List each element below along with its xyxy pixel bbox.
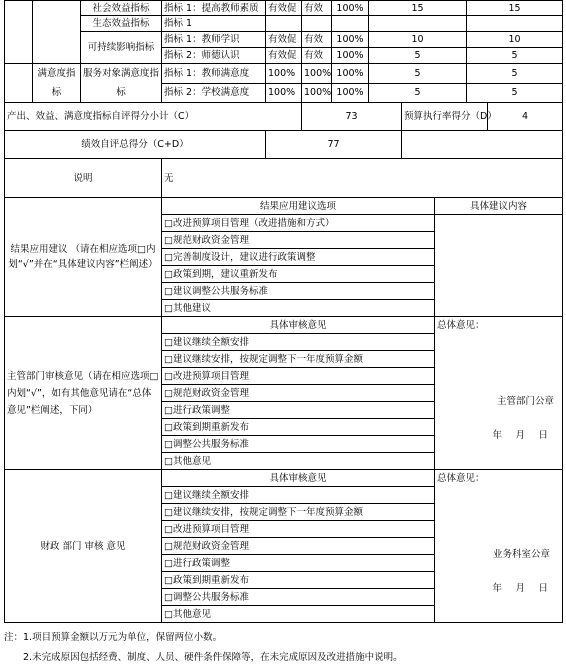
explain-value: 无 (162, 159, 563, 198)
dept-option[interactable]: □改进预算项目管理 (162, 368, 435, 385)
target-value: 100% (266, 64, 302, 84)
dept-option[interactable]: □政策到期重新发布 (162, 419, 435, 436)
finance-option[interactable]: □其他意见 (162, 606, 435, 623)
l2-indicator: 社会效益指标 (81, 1, 162, 16)
finance-header-row (5, 470, 563, 487)
footnotes (4, 628, 562, 668)
l2-indicator: 服务对象满意度指标 (81, 64, 162, 103)
result-option[interactable]: □完善制度设计，建议进行政策调整 (162, 249, 435, 266)
finance-option[interactable]: □建议继续安排，按规定调整下一年度预算金额 (162, 504, 435, 521)
actual-value: 有效 (302, 48, 332, 64)
target-value: 有效促 (266, 48, 302, 64)
blank-l1-cell (33, 1, 81, 64)
evaluation-table (4, 0, 563, 623)
score (369, 16, 467, 32)
finance-option[interactable]: □建议继续全额安排 (162, 487, 435, 504)
self-score (467, 16, 563, 32)
dept-label: 主管部门审核意见（请在相应选项□内划“√”，如有其他意见请在“总体意见”栏阐述，下同） (5, 317, 162, 470)
subtotal-row (5, 103, 563, 131)
result-header-row (5, 198, 563, 215)
dept-option[interactable]: □规范财政资金管理 (162, 385, 435, 402)
result-label: 结果应用建议 （请在相应选项□内划“√”并在“具体建议内容”栏阐述） (5, 198, 162, 317)
self-score: 15 (467, 1, 563, 16)
weight (332, 16, 369, 32)
subtotal-label: 产出、效益、满意度指标自评得分小计（C） (5, 103, 302, 131)
table-row (5, 64, 563, 84)
l3-indicator: 指标 2：师德认识 (162, 48, 266, 64)
result-option[interactable]: □其他建议 (162, 300, 435, 317)
dept-date: 年 月 日 (492, 430, 551, 441)
total-label: 绩效自评总得分（C+D） (5, 131, 266, 159)
finance-date: 年 月 日 (492, 583, 551, 594)
explain-row (5, 159, 563, 198)
result-content-area[interactable] (435, 215, 563, 317)
dept-option[interactable]: □进行政策调整 (162, 402, 435, 419)
footnote-2: 2.未完成原因包括经费、制度、人员、硬件条件保障等，在未完成原因及改进措施中说明。 (23, 652, 403, 663)
score: 15 (369, 1, 467, 16)
self-score: 5 (467, 64, 563, 84)
result-option[interactable]: □建议调整公共服务标准 (162, 283, 435, 300)
weight: 100% (332, 48, 369, 64)
dept-overall-label: 总体意见： (437, 320, 485, 331)
l3-indicator: 指标 1 (162, 16, 266, 32)
dept-stamp: 主管部门公章 (497, 396, 555, 407)
blank-l0-cell (5, 1, 33, 64)
result-options-header: 结果应用建议选项 (162, 198, 435, 215)
dept-header: 具体审核意见 (162, 317, 435, 334)
dept-option[interactable]: □其他意见 (162, 453, 435, 470)
weight: 100% (332, 64, 369, 84)
dept-option[interactable]: □建议继续全额安排 (162, 334, 435, 351)
total-blank (402, 131, 563, 159)
dept-option[interactable]: □调整公共服务标准 (162, 436, 435, 453)
l3-indicator: 指标 2：学校满意度 (162, 83, 266, 103)
score: 5 (369, 64, 467, 84)
table-row (5, 16, 563, 32)
table-row (5, 32, 563, 48)
target-value: 100% (266, 83, 302, 103)
finance-overall-cell[interactable] (435, 470, 563, 623)
total-value: 77 (266, 131, 402, 159)
actual-value: 100% (302, 64, 332, 84)
finance-overall-label: 总体意见： (437, 473, 485, 484)
target-value: 有效促 (266, 32, 302, 48)
weight: 100% (332, 83, 369, 103)
finance-option[interactable]: □调整公共服务标准 (162, 589, 435, 606)
dept-header-row (5, 317, 563, 334)
result-option[interactable]: □规范财政资金管理 (162, 232, 435, 249)
actual-value: 有效 (302, 1, 332, 16)
score: 10 (369, 32, 467, 48)
budget-rate-label: 预算执行率得分（D） (402, 103, 488, 131)
weight: 100% (332, 32, 369, 48)
total-row (5, 131, 563, 159)
explain-label: 说明 (5, 159, 162, 198)
budget-rate-value: 4 (488, 103, 563, 131)
l2-indicator: 可持续影响指标 (81, 32, 162, 64)
self-score: 5 (467, 83, 563, 103)
actual-value: 100% (302, 83, 332, 103)
footnote-1: 注：1.项目预算金额以万元为单位，保留两位小数。 (4, 632, 223, 643)
score: 5 (369, 83, 467, 103)
target-value: 有效促 (266, 1, 302, 16)
self-score: 5 (467, 48, 563, 64)
score: 5 (369, 48, 467, 64)
finance-label: 财政 部门 审核 意见 (5, 470, 162, 623)
finance-option[interactable]: □规范财政资金管理 (162, 538, 435, 555)
result-option[interactable]: □改进预算项目管理（改进措施和方式） (162, 215, 435, 232)
finance-option[interactable]: □进行政策调整 (162, 555, 435, 572)
finance-stamp: 业务科室公章 (493, 549, 551, 560)
result-content-header: 具体建议内容 (435, 198, 563, 215)
l3-indicator: 指标 1：教师满意度 (162, 64, 266, 84)
l3-indicator: 指标 1：提高教师素质 (162, 1, 266, 16)
l2-indicator: 生态效益指标 (81, 16, 162, 32)
result-option[interactable]: □政策到期，建议重新发布 (162, 266, 435, 283)
self-score: 10 (467, 32, 563, 48)
target-value (266, 16, 302, 32)
dept-overall-cell[interactable] (435, 317, 563, 470)
table-row (5, 1, 563, 16)
dept-option[interactable]: □建议继续安排，按规定调整下一年度预算金额 (162, 351, 435, 368)
blank-l0-cell (5, 64, 33, 103)
finance-option[interactable]: □改进预算项目管理 (162, 521, 435, 538)
l3-indicator: 指标 1：教师学识 (162, 32, 266, 48)
finance-header: 具体审核意见 (162, 470, 435, 487)
actual-value (302, 16, 332, 32)
subtotal-value: 73 (302, 103, 402, 131)
weight: 100% (332, 1, 369, 16)
l1-indicator: 满意度指标 (33, 64, 81, 103)
actual-value: 有效 (302, 32, 332, 48)
finance-option[interactable]: □政策到期重新发布 (162, 572, 435, 589)
